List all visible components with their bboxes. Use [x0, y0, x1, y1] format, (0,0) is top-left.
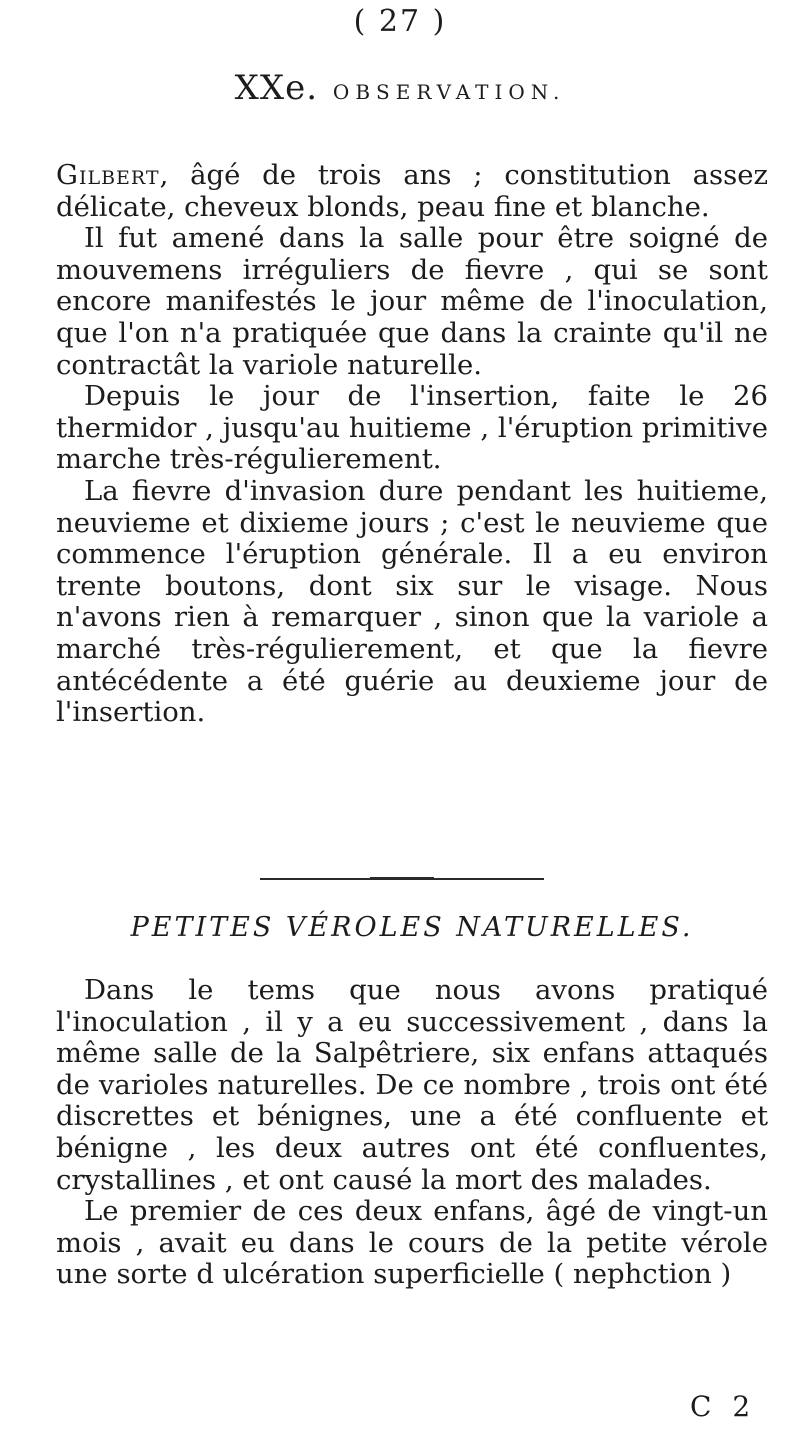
signature-mark: C 2: [690, 1390, 757, 1423]
observation-paragraph: Depuis le jour de l'insertion, faite le 26 thermidor , jusqu'au huitieme , l'éruption primitive marche très-régulierement.: [56, 380, 768, 476]
section-title: PETITES VÉROLES NATURELLES.: [130, 912, 694, 943]
observation-number: XXe.: [234, 68, 319, 108]
section-paragraph: Le premier de ces deux enfans, âgé de vingt-un mois , avait eu dans le cours de la petite vérole une sorte d ulcération superficielle ( nephction ): [56, 1195, 768, 1291]
patient-name: Gilbert: [56, 159, 160, 191]
section-paragraph: Dans le tems que nous avons pratiqué l'inoculation , il y a eu successivement , dans la même salle de la Salpêtriere, six enfans attaqués de varioles naturelles. De ce nombre , trois ont été discrettes et bénignes, une a été confluente et bénigne , les deux autres ont été confluentes, crystallines , et ont causé la mort des malades.: [56, 974, 768, 1196]
page-number: ( 27 ): [353, 4, 447, 39]
observation-word: OBSERVATION.: [332, 80, 566, 104]
observation-paragraph: Il fut amené dans la salle pour être soigné de mouvemens irréguliers de fievre , qui se sont encore manifestés le jour même de l'inoculation, que l'on n'a pratiquée que dans la crainte qu'il ne contractât la variole naturelle.: [56, 222, 768, 381]
section-divider: [260, 878, 544, 880]
observation-paragraph: La fievre d'invasion dure pendant les huitieme, neuvieme et dixieme jours ; c'est le neuvieme que commence l'éruption générale. Il a eu environ trente boutons, dont six sur le visage. Nous n'avons rien à remarquer , sinon que la variole a marché très-régulierement, et que la fievre antécédente a été guérie au deuxieme jour de l'insertion.: [56, 474, 768, 729]
section-text: [56, 975, 768, 1291]
observation-text: [56, 160, 768, 729]
observation-heading: [0, 68, 800, 108]
observation-paragraph: Gilbert, âgé de trois ans ; constitution assez délicate, cheveux blonds, peau fine et blanche.: [56, 159, 768, 223]
